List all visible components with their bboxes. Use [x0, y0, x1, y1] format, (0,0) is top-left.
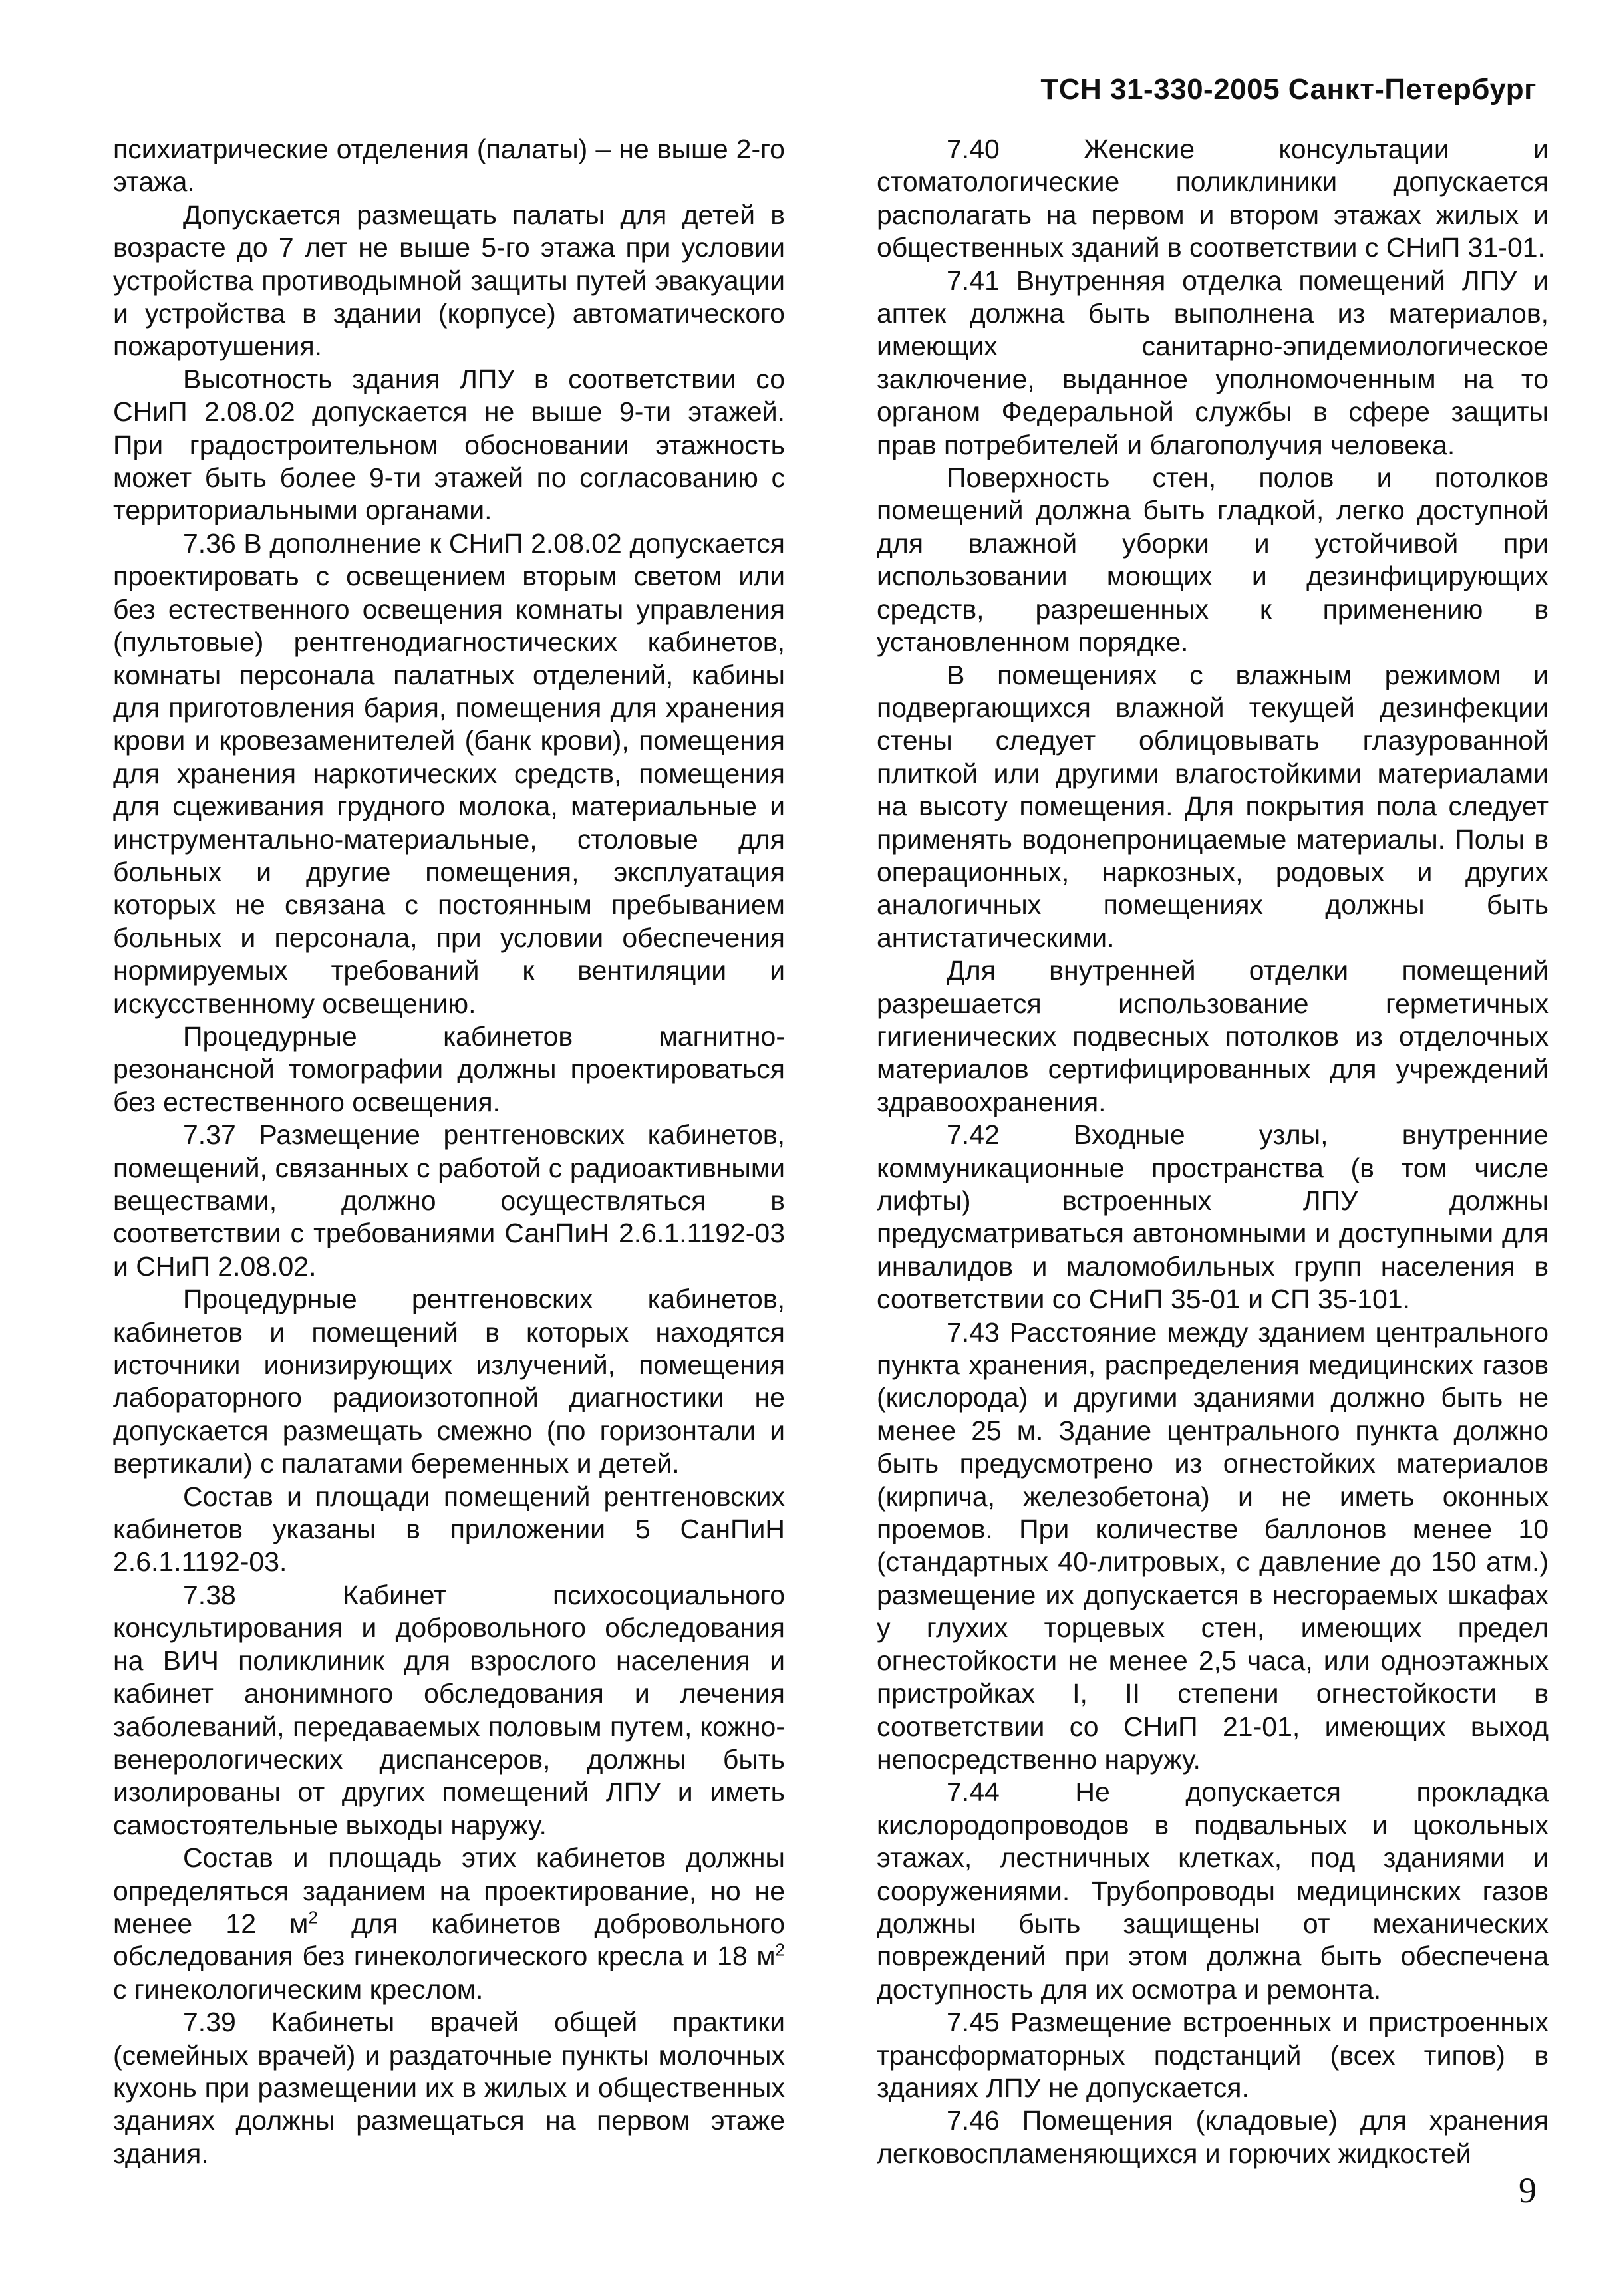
paragraph: 7.44 Не допускается прокладка кислородопроводов в подвальных и цокольных этажах, лестничных клетках, под зданиями и сооружениями. Трубопроводы медицинских газов должны быть защищены от механических повреждений при этом должна быть обеспечена доступность для их осмотра и ремонта. — [877, 1777, 1549, 2005]
text-run: с гинекологическим креслом. — [113, 1973, 484, 2005]
paragraph: 7.39 Кабинеты врачей общей практики (семейных врачей) и раздаточные пункты молочных кухонь при размещении их в жилых и общественных зданиях должны размещаться на первом этаже здания. — [113, 2007, 785, 2169]
paragraph: 7.43 Расстояние между зданием центрального пункта хранения, распределения медицинских газов (кислорода) и другими зданиями должно быть не менее 25 м. Здание центрального пункта должно быть предусмотрено из огнестойких материалов (кирпича, железобетона) и не иметь оконных проемов. При количестве баллонов менее 10 (стандартных 40-литровых, с давление до 150 атм.) размещение их допускается в несгораемых шкафах у глухих торцевых стен, имеющих предел огнестойкости не менее 2,5 часа, или одноэтажных пристройках I, II степени огнестойкости в соответствии со СНиП 21-01, имеющих выход непосредственно наружу. — [877, 1316, 1549, 1775]
paragraph: 7.40 Женские консультации и стоматологические поликлиники допускается располагать на первом и втором этажах жилых и общественных зданий в соответствии с СНиП 31-01. — [877, 134, 1549, 263]
paragraph: Для внутренней отделки помещений разрешается использование герметичных гигиенических подвесных потолков из отделочных материалов сертифицированных для учреждений здравоохранения. — [877, 955, 1549, 1117]
left-column — [113, 133, 785, 2170]
paragraph — [113, 1842, 785, 2006]
paragraph: В помещениях с влажным режимом и подвергающихся влажной текущей дезинфекции стены следует облицовывать глазурованной плиткой или другими влагостойкими материалами на высоту помещения. Для покрытия пола следует применять водонепроницаемые материалы. Полы в операционных, наркозных, родовых и других аналогичных помещениях должны быть антистатическими. — [877, 659, 1549, 953]
paragraph: 7.38 Кабинет психосоциального консультирования и добровольного обследования на ВИЧ поликлиник для взрослого населения и кабинет анонимного обследования и лечения заболеваний, передаваемых половым путем, кожно-венерологических диспансеров, должны быть изолированы от других помещений ЛПУ и иметь самостоятельные выходы наружу. — [113, 1579, 785, 1840]
paragraph: 7.36 В дополнение к СНиП 2.08.02 допускается проектировать с освещением вторым светом или без естественного освещения комнаты управления (пультовые) рентгенодиагностических кабинетов, комнаты персонала палатных отделений, кабины для приготовления бария, помещения для хранения крови и кровезаменителей (банк крови), помещения для хранения наркотических средств, помещения для сцеживания грудного молока, материальные и инструментально-материальные, столовые для больных и другие помещения, эксплуатация которых не связана с постоянным пребыванием больных и персонала, при условии обеспечения нормируемых требований к вентиляции и искусственному освещению. — [113, 527, 785, 1019]
document-header: ТСН 31-330-2005 Санкт-Петербург — [1040, 73, 1537, 106]
paragraph: 7.42 Входные узлы, внутренние коммуникационные пространства (в том числе лифты) встроенных ЛПУ должны предусматриваться автономными и доступными для инвалидов и маломобильных групп населения в соответствии со СНиП 35-01 и СП 35-101. — [877, 1119, 1549, 1315]
superscript: 2 — [775, 1939, 785, 1960]
paragraph: 7.45 Размещение встроенных и пристроенных трансформаторных подстанций (всех типов) в зданиях ЛПУ не допускается. — [877, 2007, 1549, 2103]
paragraph: Состав и площади помещений рентгеновских кабинетов указаны в приложении 5 СанПиН 2.6.1.1192-03. — [113, 1481, 785, 1578]
right-column — [877, 133, 1549, 2170]
paragraph: Допускается размещать палаты для детей в возрасте до 7 лет не выше 5-го этажа при условии устройства противодымной защиты путей эвакуации и устройства в здании (корпусе) автоматического пожаротушения. — [113, 199, 785, 362]
text-run: для кабинетов добровольного обследования без гинекологического кресла и 18 м — [113, 1908, 785, 1972]
paragraph: 7.46 Помещения (кладовые) для хранения легковоспламеняющихся и горючих жидкостей — [877, 2105, 1549, 2169]
paragraph: Процедурные рентгеновских кабинетов, кабинетов и помещений в которых находятся источники ионизирующих излучений, помещения лабораторного радиоизотопной диагностики не допускается размещать смежно (по горизонтали и вертикали) с палатами беременных и детей. — [113, 1284, 785, 1479]
paragraph: Процедурные кабинетов магнитно-резонансной томографии должны проектироваться без естественного освещения. — [113, 1020, 785, 1117]
paragraph: Высотность здания ЛПУ в соответствии со СНиП 2.08.02 допускается не выше 9-ти этажей. При градостроительном обосновании этажность может быть более 9-ти этажей по согласованию с территориальными органами. — [113, 363, 785, 526]
paragraph: Поверхность стен, полов и потолков помещений должна быть гладкой, легко доступной для влажной уборки и устойчивой при использовании моющих и дезинфицирующих средств, разрешенных к применению в установленном порядке. — [877, 462, 1549, 658]
paragraph: психиатрические отделения (палаты) – не выше 2-го этажа. — [113, 134, 785, 198]
paragraph: 7.37 Размещение рентгеновских кабинетов, помещений, связанных с работой с радиоактивными веществами, должно осуществляться в соответствии с требованиями СанПиН 2.6.1.1192-03 и СНиП 2.08.02. — [113, 1119, 785, 1282]
paragraph: 7.41 Внутренняя отделка помещений ЛПУ и аптек должна быть выполнена из материалов, имеющих санитарно-эпидемиологическое заключение, выданное уполномоченным на то органом Федеральной службы в сфере защиты прав потребителей и благополучия человека. — [877, 265, 1549, 460]
page-number: 9 — [1519, 2170, 1537, 2210]
text-run: Состав и площадь этих кабинетов должны определяться заданием на проектирование, но не менее 12 м — [113, 1842, 785, 1939]
superscript: 2 — [308, 1907, 318, 1928]
